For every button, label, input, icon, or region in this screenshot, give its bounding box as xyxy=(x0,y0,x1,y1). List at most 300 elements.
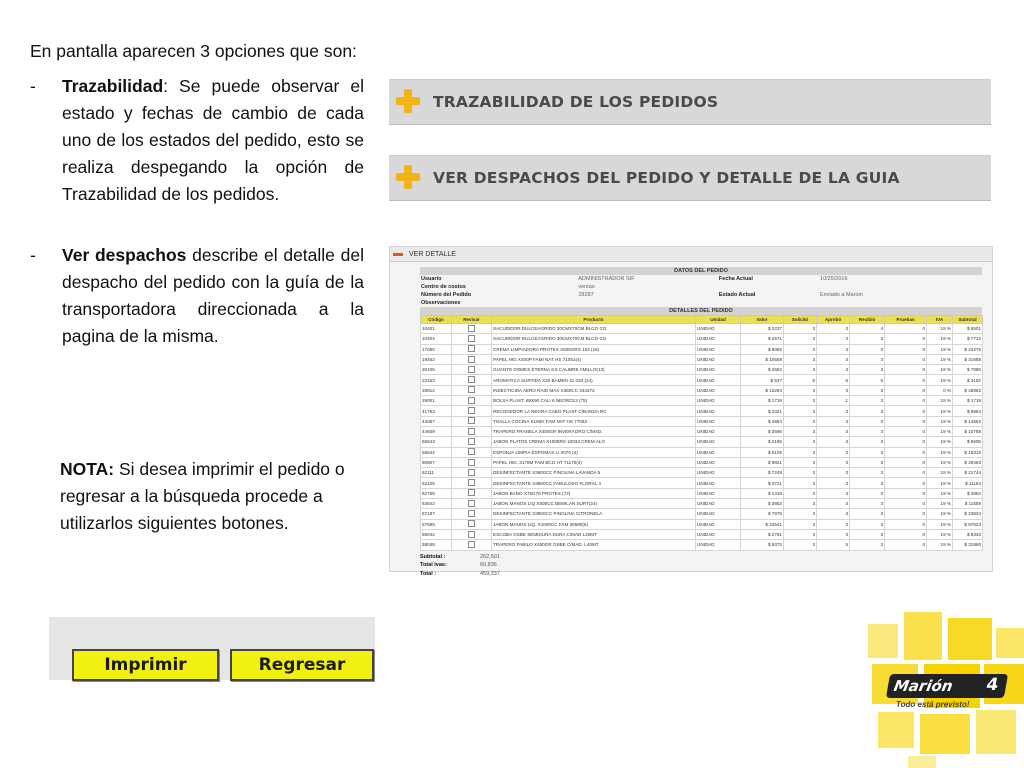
table-row xyxy=(421,509,983,519)
review-checkbox[interactable] xyxy=(468,438,475,445)
table-cell: $ 22541 xyxy=(741,519,784,529)
table-cell: $ 29463 xyxy=(953,457,983,467)
table-cell: $ 2237 xyxy=(741,324,784,334)
table-cell: $ 3152 xyxy=(953,375,983,385)
table-cell: 0 xyxy=(885,406,927,416)
table-cell: 19 % xyxy=(927,488,953,498)
table-cell: UNIDAD xyxy=(696,324,741,334)
table-cell: $ 8092 xyxy=(741,344,784,354)
table-row xyxy=(421,406,983,416)
bullet-dash: - xyxy=(30,245,36,265)
table-cell: 6 xyxy=(784,375,817,385)
table-cell: 0 xyxy=(885,416,927,426)
table-cell: DESINFECTANTE X3800CC PINOLINA CITRONELA xyxy=(492,509,696,519)
table-cell: 20425 xyxy=(421,365,452,375)
table-cell: 3 xyxy=(784,406,817,416)
table-cell: 0 xyxy=(885,365,927,375)
nota-text xyxy=(60,456,380,537)
table-cell: 3 xyxy=(817,344,850,354)
table-cell: UNIDAD xyxy=(696,426,741,436)
items-table xyxy=(420,315,983,551)
table-cell: $ 7713 xyxy=(953,334,983,344)
table-cell: 3 xyxy=(784,457,817,467)
review-checkbox-cell[interactable] xyxy=(452,324,492,334)
table-cell: UNIDAD xyxy=(696,499,741,509)
table-cell: $ 2781 xyxy=(741,529,784,539)
review-checkbox[interactable] xyxy=(468,510,475,517)
estado-value: Enviado a Marion xyxy=(820,292,863,298)
table-cell: 0 xyxy=(885,529,927,539)
subtotal-label: Subtotal : xyxy=(420,553,446,560)
fecha-value: 10/25/2016 xyxy=(820,276,848,282)
table-cell: UNIDAD xyxy=(696,509,741,519)
table-cell: $ 3596 xyxy=(741,426,784,436)
review-checkbox[interactable] xyxy=(468,356,475,363)
column-header: IVA xyxy=(927,316,953,324)
table-cell: $ 21744 xyxy=(953,468,983,478)
regresar-button[interactable]: Regresar xyxy=(230,649,374,681)
detail-panel xyxy=(389,246,993,577)
detail-header[interactable] xyxy=(390,247,992,262)
datos-table xyxy=(420,275,982,307)
table-cell: 19 % xyxy=(927,437,953,447)
table-cell: ESCOBA OSBE SEMIDURA DURA C/MAD L40MT xyxy=(492,529,696,539)
table-cell: 19 % xyxy=(927,499,953,509)
table-cell: 3 xyxy=(784,499,817,509)
column-header: Unidad xyxy=(696,316,741,324)
table-cell: 0 xyxy=(885,540,927,550)
table-cell: 0 xyxy=(885,354,927,364)
review-checkbox-cell[interactable] xyxy=(452,406,492,416)
table-cell: 0 xyxy=(885,447,927,457)
table-cell: $ 6372 xyxy=(741,540,784,550)
table-cell: 19 % xyxy=(927,457,953,467)
table-row xyxy=(421,540,983,550)
table-cell: UNIDAD xyxy=(696,344,741,354)
table-cell: UNIDAD xyxy=(696,478,741,488)
table-cell: UNIDAD xyxy=(696,468,741,478)
table-cell: 3 xyxy=(850,426,885,436)
menu-trazabilidad[interactable] xyxy=(389,79,991,125)
table-row xyxy=(421,468,983,478)
review-checkbox-cell[interactable] xyxy=(452,396,492,406)
table-cell: UNIDAD xyxy=(696,365,741,375)
column-header: Pruebas xyxy=(885,316,927,324)
table-cell: 28912 xyxy=(421,385,452,395)
table-cell: 3 xyxy=(784,385,817,395)
table-cell: 19 % xyxy=(927,529,953,539)
table-cell: $ 11559 xyxy=(953,499,983,509)
table-cell: 19 % xyxy=(927,354,953,364)
review-checkbox[interactable] xyxy=(468,397,475,404)
table-cell: 3 xyxy=(817,447,850,457)
table-row xyxy=(421,499,983,509)
table-cell: $ 11163 xyxy=(953,478,983,488)
table-cell: UNIDAD xyxy=(696,396,741,406)
table-cell: $ 31860 xyxy=(953,540,983,550)
table-cell: 3 xyxy=(817,437,850,447)
table-cell: GUANTE DOMES ETERNA 8.5 CALIBRE AMILLO(12) xyxy=(492,365,696,375)
table-cell: UNIDAD xyxy=(696,406,741,416)
logo-badge xyxy=(886,674,1008,698)
review-checkbox[interactable] xyxy=(468,366,475,373)
table-cell: 19 % xyxy=(927,478,953,488)
table-cell: 44609 xyxy=(421,426,452,436)
table-cell: 55543 xyxy=(421,437,452,447)
table-cell: 19 % xyxy=(927,447,953,457)
table-cell: 59042 xyxy=(421,529,452,539)
table-cell: AROMATICA SURTIDA X20 BAMEN 31 020 (24) xyxy=(492,375,696,385)
table-cell: 0 xyxy=(885,396,927,406)
review-checkbox[interactable] xyxy=(468,520,475,527)
table-cell: 3 xyxy=(850,344,885,354)
column-header: Código xyxy=(421,316,452,324)
slide-text xyxy=(30,38,364,350)
obs-label: Observaciones xyxy=(421,300,461,306)
logo-number: 4 xyxy=(984,675,1000,695)
table-cell: INSECTICIDA AERO RAID MAX X360CC 344272 xyxy=(492,385,696,395)
table-cell: $ 5105 xyxy=(741,447,784,457)
table-cell: ESPONJA LIMPIA ESPOMAX LI 0070 (4) xyxy=(492,447,696,457)
ivas-label: Total ivas: xyxy=(420,562,447,569)
review-checkbox[interactable] xyxy=(468,541,475,548)
review-checkbox-cell[interactable] xyxy=(452,344,492,354)
table-cell: UNIDAD xyxy=(696,540,741,550)
review-checkbox-cell[interactable] xyxy=(452,416,492,426)
table-cell: 3 xyxy=(784,416,817,426)
table-cell: 3 xyxy=(784,529,817,539)
table-cell: 3 xyxy=(850,499,885,509)
table-cell: $ 3954 xyxy=(953,488,983,498)
table-cell: 3 xyxy=(817,529,850,539)
bullet-text: : Se puede observar el estado y fechas de cambio de cada uno de los estados del pedido, esto se realiza despegando la opción de Trazabilidad de los pedidos. xyxy=(62,76,364,204)
table-cell: UNIDAD xyxy=(696,519,741,529)
review-checkbox-cell[interactable] xyxy=(452,457,492,467)
review-checkbox-cell[interactable] xyxy=(452,334,492,344)
review-checkbox-cell[interactable] xyxy=(452,447,492,457)
table-cell: $ 10559 xyxy=(741,354,784,364)
review-checkbox[interactable] xyxy=(468,428,475,435)
table-cell: $ 7986 xyxy=(953,365,983,375)
table-cell: 63643 xyxy=(421,499,452,509)
table-cell: 3 xyxy=(784,447,817,457)
review-checkbox-cell[interactable] xyxy=(452,426,492,436)
table-cell: $ 23934 xyxy=(953,509,983,519)
nota-label: NOTA: xyxy=(60,459,115,479)
review-checkbox[interactable] xyxy=(468,376,475,383)
table-cell: 3 xyxy=(817,457,850,467)
review-checkbox-cell[interactable] xyxy=(452,509,492,519)
table-cell: UNIDAD xyxy=(696,437,741,447)
table-cell: 3 xyxy=(784,365,817,375)
table-cell: 0 xyxy=(885,334,927,344)
table-cell: 3 xyxy=(850,447,885,457)
table-cell: TOALLA COCINA X160H FAM NAT HS 77063 xyxy=(492,416,696,426)
table-cell: 0 xyxy=(885,478,927,488)
table-cell: 3 xyxy=(817,324,850,334)
usuario-label: Usuario xyxy=(421,276,442,282)
review-checkbox[interactable] xyxy=(468,531,475,538)
bullet-trazabilidad xyxy=(30,73,364,208)
table-cell: 19 % xyxy=(927,519,953,529)
table-cell: 0 xyxy=(885,488,927,498)
bullet-despachos xyxy=(30,242,364,350)
table-cell: 3 xyxy=(850,509,885,519)
table-cell: 0 xyxy=(885,499,927,509)
bullet-dash: - xyxy=(30,76,36,96)
bullet-title: Trazabilidad xyxy=(62,76,164,96)
column-header: Producto xyxy=(492,316,696,324)
detail-header-label: VER DETALLE xyxy=(409,250,456,258)
review-checkbox-cell[interactable] xyxy=(452,478,492,488)
table-cell: 3 xyxy=(817,354,850,364)
column-header: Valor xyxy=(741,316,784,324)
table-cell: 4 xyxy=(850,324,885,334)
table-row xyxy=(421,375,983,385)
table-cell: 19 % xyxy=(927,509,953,519)
table-cell: $ 2571 xyxy=(741,334,784,344)
review-checkbox-cell[interactable] xyxy=(452,499,492,509)
table-cell: 3 xyxy=(817,519,850,529)
table-cell: RECOGEDOR LA NEGRA CABO PLAST C/BANDA RC xyxy=(492,406,696,416)
table-cell: 17050 xyxy=(421,344,452,354)
menu-despachos[interactable] xyxy=(389,155,991,201)
review-checkbox[interactable] xyxy=(468,325,475,332)
table-cell: 3 xyxy=(850,365,885,375)
table-cell: 3 xyxy=(850,416,885,426)
review-checkbox[interactable] xyxy=(468,345,475,352)
table-cell: 10401 xyxy=(421,324,452,334)
table-cell: 19 % xyxy=(927,416,953,426)
table-cell: $ 10788 xyxy=(953,426,983,436)
review-checkbox-cell[interactable] xyxy=(452,540,492,550)
table-cell: UNIDAD xyxy=(696,457,741,467)
table-cell: 0 xyxy=(885,375,927,385)
table-cell: UNIDAD xyxy=(696,529,741,539)
review-checkbox[interactable] xyxy=(468,500,475,507)
table-cell: $ 15315 xyxy=(953,447,983,457)
review-checkbox[interactable] xyxy=(468,479,475,486)
table-cell: $ 4854 xyxy=(741,416,784,426)
table-cell: 19463 xyxy=(421,354,452,364)
table-cell: DESINFECTANTE X3800CC PINOLINA LAVANDA 5 xyxy=(492,468,696,478)
table-row xyxy=(421,488,983,498)
table-cell: 3 xyxy=(784,437,817,447)
table-cell: JABON MANOS LIQ X500CC BEMILAN SURT(24) xyxy=(492,499,696,509)
table-cell: UNIDAD xyxy=(696,447,741,457)
table-cell: 3 xyxy=(850,468,885,478)
bullet-title: Ver despachos xyxy=(62,245,187,265)
table-cell: BOLSA PLAST. 65X90 CALI 6 NEGRO12 (75) xyxy=(492,396,696,406)
detail-content xyxy=(420,267,982,578)
table-cell: 0 xyxy=(885,324,927,334)
table-cell: $ 8343 xyxy=(953,529,983,539)
intro-text: En pantalla aparecen 3 opciones que son: xyxy=(30,41,357,61)
review-checkbox-cell[interactable] xyxy=(452,437,492,447)
review-checkbox[interactable] xyxy=(468,448,475,455)
table-cell: 3 xyxy=(817,478,850,488)
fecha-label: Fecha Actual xyxy=(718,276,753,282)
table-row xyxy=(421,457,983,467)
table-cell: UNIDAD xyxy=(696,385,741,395)
review-checkbox-cell[interactable] xyxy=(452,365,492,375)
review-checkbox[interactable] xyxy=(468,489,475,496)
review-checkbox[interactable] xyxy=(468,335,475,342)
table-cell: 62758 xyxy=(421,488,452,498)
review-checkbox-cell[interactable] xyxy=(452,354,492,364)
marion-logo xyxy=(868,612,1024,768)
table-cell: 62426 xyxy=(421,478,452,488)
table-cell: 23153 xyxy=(421,375,452,385)
table-cell: 3 xyxy=(784,334,817,344)
table-cell: 44057 xyxy=(421,416,452,426)
table-cell: UNIDAD xyxy=(696,488,741,498)
table-cell: 0 xyxy=(885,437,927,447)
review-checkbox-cell[interactable] xyxy=(452,519,492,529)
review-checkbox[interactable] xyxy=(468,407,475,414)
button-area xyxy=(49,617,375,680)
table-cell: $ 7978 xyxy=(741,509,784,519)
totals xyxy=(420,553,982,579)
table-cell: 3 xyxy=(850,354,885,364)
estado-label: Estado Actual xyxy=(718,292,756,298)
review-checkbox[interactable] xyxy=(468,417,475,424)
table-cell: $ 2165 xyxy=(741,437,784,447)
table-cell: TRAPERO FRANELA X400GR INVERAGRO C/MAD. xyxy=(492,426,696,436)
table-cell: 6 xyxy=(850,375,885,385)
review-checkbox[interactable] xyxy=(468,469,475,476)
table-cell: $ 1318 xyxy=(741,488,784,498)
plus-icon xyxy=(389,156,433,200)
centro-label: Centro de costos xyxy=(421,284,466,290)
table-cell: 0 xyxy=(885,519,927,529)
total-label: Total : xyxy=(420,570,437,577)
table-cell: $ 3853 xyxy=(741,499,784,509)
table-cell: $ 537 xyxy=(741,375,784,385)
table-row xyxy=(421,354,983,364)
logo-tagline: Todo está previsto! xyxy=(896,700,970,709)
table-cell: 3 xyxy=(850,437,885,447)
table-cell: DESINFECTANTE X3800CC FABULOSO FLORAL 4 xyxy=(492,478,696,488)
table-cell: 3 xyxy=(817,468,850,478)
table-cell: 3 xyxy=(784,324,817,334)
table-cell: 3 xyxy=(817,385,850,395)
column-header: Recibió xyxy=(850,316,885,324)
table-cell: 57187 xyxy=(421,509,452,519)
table-cell: $ 6963 xyxy=(953,406,983,416)
table-cell: $ 45882 xyxy=(953,385,983,395)
numero-value: 28287 xyxy=(578,292,594,298)
table-cell: 19 % xyxy=(927,344,953,354)
table-cell: 3 xyxy=(784,488,817,498)
table-cell: 0 xyxy=(885,468,927,478)
review-checkbox-cell[interactable] xyxy=(452,468,492,478)
table-cell: 59048 xyxy=(421,540,452,550)
table-cell: $ 6501 xyxy=(953,324,983,334)
review-checkbox-cell[interactable] xyxy=(452,375,492,385)
table-cell: $ 15294 xyxy=(741,385,784,395)
review-checkbox-cell[interactable] xyxy=(452,385,492,395)
table-cell: 3 xyxy=(817,488,850,498)
table-cell: 19 % xyxy=(927,540,953,550)
table-cell: 3 xyxy=(784,509,817,519)
table-cell: $ 24276 xyxy=(953,344,983,354)
table-row xyxy=(421,324,983,334)
table-cell: $ 6505 xyxy=(953,437,983,447)
table-cell: $ 2321 xyxy=(741,406,784,416)
table-cell: 62111 xyxy=(421,468,452,478)
table-cell: CREMA LIMPIADORA PROTEX X500GRS 102 (16) xyxy=(492,344,696,354)
table-cell: $ 7249 xyxy=(741,468,784,478)
bullet-text: describe el detalle del despacho del pedido con la guía de la transportadora direccionada a la pagina de la misma. xyxy=(62,245,364,346)
table-cell: SACUDIDOR DULCEAGRIDO 30CMX70CM BLCO CO xyxy=(492,334,696,344)
table-cell: 19 % xyxy=(927,406,953,416)
table-row xyxy=(421,385,983,395)
review-checkbox-cell[interactable] xyxy=(452,529,492,539)
table-cell: 3 xyxy=(850,529,885,539)
table-cell: 0 xyxy=(885,385,927,395)
table-cell: 19 % xyxy=(927,365,953,375)
table-cell: 3 xyxy=(850,385,885,395)
imprimir-button[interactable]: Imprimir xyxy=(72,649,219,681)
table-cell: $ 2662 xyxy=(741,365,784,375)
table-cell: UNIDAD xyxy=(696,354,741,364)
table-cell: $ 3721 xyxy=(741,478,784,488)
table-row xyxy=(421,396,983,406)
table-row xyxy=(421,437,983,447)
table-cell: 3 xyxy=(817,334,850,344)
table-cell: 3 xyxy=(850,334,885,344)
table-cell: 3 xyxy=(850,478,885,488)
table-cell: $ 31688 xyxy=(953,354,983,364)
nota-body: Si desea imprimir el pedido o regresar a la búsqueda procede a utilizarlos siguientes botones. xyxy=(60,459,345,533)
table-cell: 0 xyxy=(885,344,927,354)
plus-icon xyxy=(389,80,433,124)
table-cell: JABON BAÑO X75G76 PROTEX (72) xyxy=(492,488,696,498)
table-cell: PAPEL HIG. 3178M FAM BCO HT 71170(4) xyxy=(492,457,696,467)
table-cell: UNIDAD xyxy=(696,416,741,426)
table-row xyxy=(421,344,983,354)
table-cell: 19 % xyxy=(927,375,953,385)
logo-name: Marión xyxy=(892,677,955,695)
table-cell: 3 xyxy=(850,457,885,467)
table-row xyxy=(421,529,983,539)
centro-value: ventas xyxy=(578,284,595,290)
collapse-icon xyxy=(393,253,403,256)
table-cell: UNIDAD xyxy=(696,334,741,344)
table-row xyxy=(421,416,983,426)
table-cell: 5 xyxy=(817,540,850,550)
table-cell: $ 1719 xyxy=(741,396,784,406)
review-checkbox-cell[interactable] xyxy=(452,488,492,498)
table-cell: JABON MANOS LIQ. X1000CC FAM 36580(6) xyxy=(492,519,696,529)
table-cell: 3 xyxy=(784,468,817,478)
table-cell: 3 xyxy=(850,519,885,529)
table-cell: 3 xyxy=(850,396,885,406)
table-row xyxy=(421,519,983,529)
review-checkbox[interactable] xyxy=(468,459,475,466)
table-cell: 10404 xyxy=(421,334,452,344)
table-cell: 60907 xyxy=(421,457,452,467)
table-row xyxy=(421,365,983,375)
review-checkbox[interactable] xyxy=(468,386,475,393)
table-cell: 55544 xyxy=(421,447,452,457)
column-header: Revisar xyxy=(452,316,492,324)
table-cell: 3 xyxy=(850,488,885,498)
table-cell: 3 xyxy=(784,426,817,436)
table-cell: 19 % xyxy=(927,396,953,406)
table-row xyxy=(421,426,983,436)
